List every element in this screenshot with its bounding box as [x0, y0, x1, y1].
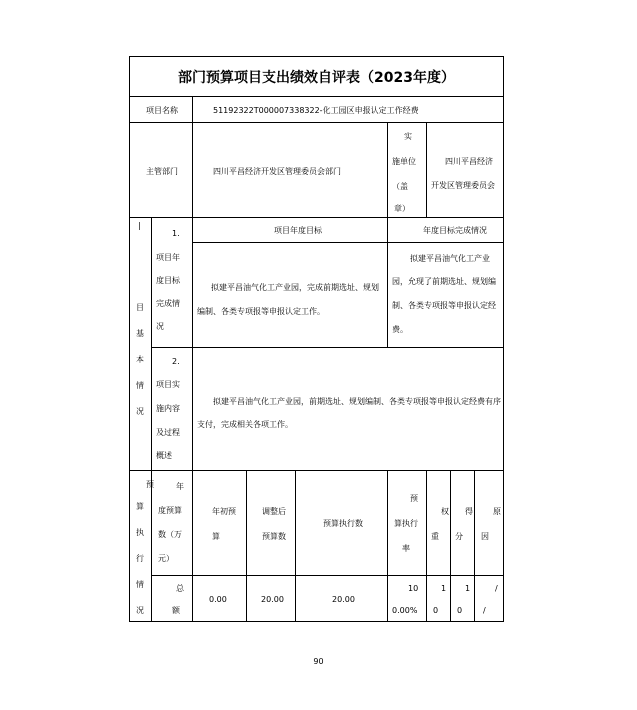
annual-goal-header-cell	[192, 217, 388, 243]
item1-label-2: 项目年	[156, 253, 180, 262]
adjusted-budget-header-1: 调整后	[262, 507, 286, 516]
adjusted-budget-header-2: 预算数	[262, 532, 286, 541]
item2-text-2: 支付，完成相关各项工作。	[197, 420, 293, 429]
annual-completion-header: 年度目标完成情况	[423, 226, 487, 235]
dept-value-cell	[192, 122, 388, 218]
initial-budget-header-2: 算	[212, 532, 220, 541]
basic-info-char-3: 本	[136, 355, 144, 364]
impl-unit-label-cell	[387, 122, 427, 218]
reason-header-cell	[474, 470, 504, 576]
total-initial-value: 0.00	[209, 595, 227, 604]
total-exec-cell	[295, 575, 388, 622]
item2-text-cell	[192, 347, 504, 471]
exec-rate-header-1: 预	[410, 494, 418, 503]
project-name-value: 51192322T000007338322-化工园区申报认定工作经费	[213, 106, 419, 115]
evaluation-table	[129, 56, 504, 622]
item2-label-1: 2.	[172, 357, 180, 366]
budget-exec-char-1: 预	[146, 480, 154, 489]
item2-label-3: 施内容	[156, 404, 180, 413]
completion-text-cell	[387, 242, 504, 348]
weight-header-cell	[426, 470, 451, 576]
project-name-value-cell	[192, 96, 504, 123]
total-rate-cell	[387, 575, 427, 622]
score-header-2: 分	[455, 532, 463, 541]
item2-label-4: 及过程	[156, 428, 180, 437]
impl-unit-label-2: 施单位	[392, 157, 416, 166]
total-exec-value: 20.00	[332, 595, 355, 604]
annual-budget-header-3: 数（万	[158, 530, 182, 539]
total-reason-cell	[474, 575, 504, 622]
initial-budget-header-cell	[192, 470, 247, 576]
basic-info-char-1: 目	[136, 303, 144, 312]
reason-header-1: 原	[493, 507, 501, 516]
exec-rate-header-3: 率	[402, 544, 410, 553]
project-name-label-cell	[129, 96, 193, 123]
score-header-1: 得	[465, 507, 473, 516]
budget-exec-char-2: 算	[136, 502, 144, 511]
impl-unit-value-cell	[426, 122, 504, 218]
item1-label-4: 完成情	[156, 299, 180, 308]
total-label-cell	[151, 575, 193, 622]
item2-label-2: 项目实	[156, 380, 180, 389]
total-adjusted-cell	[246, 575, 296, 622]
total-score-cell	[450, 575, 475, 622]
annual-goal-text-cell	[192, 242, 388, 348]
project-name-label: 项目名称	[146, 106, 178, 115]
annual-goal-text-2: 编制、各类专项报等申报认定工作。	[197, 307, 325, 316]
item1-label-3: 度目标	[156, 276, 180, 285]
initial-budget-header-1: 年初预	[212, 507, 236, 516]
total-label-1: 总	[176, 584, 184, 593]
budget-exec-label-cell	[129, 470, 152, 622]
exec-rate-header-2: 算执行	[394, 519, 418, 528]
impl-unit-label-1: 实	[404, 132, 412, 141]
impl-unit-value-2: 开发区管理委员会	[431, 181, 495, 190]
total-weight-cell	[426, 575, 451, 622]
exec-amount-header-cell	[295, 470, 388, 576]
annual-goal-text-1: 拟建平昌油气化工产业园，完成前期选址、规划	[211, 283, 379, 292]
annual-budget-header-1: 年	[176, 482, 184, 491]
annual-completion-header-cell	[387, 217, 504, 243]
completion-text-3: 制、各类专项报等申报认定经	[392, 301, 496, 310]
completion-text-4: 费。	[392, 325, 408, 334]
annual-budget-header-2: 度预算	[158, 506, 182, 515]
dept-value: 四川平昌经济开发区管理委员会部门	[213, 167, 341, 176]
total-initial-cell	[192, 575, 247, 622]
weight-header-1: 权	[441, 507, 449, 516]
item1-label-5: 况	[156, 322, 164, 331]
annual-budget-header-cell	[151, 470, 193, 576]
title-cell	[129, 56, 504, 97]
basic-info-char-2: 基	[136, 329, 144, 338]
total-score-2: 0	[457, 606, 463, 615]
total-rate-2: 0.00%	[392, 606, 418, 615]
dept-label-cell	[129, 122, 193, 218]
exec-amount-header: 预算执行数	[323, 519, 363, 528]
completion-text-2: 园，允现了前期选址、规划编	[392, 277, 496, 286]
dept-label: 主管部门	[146, 167, 178, 176]
basic-info-char-4: 情	[136, 381, 144, 390]
total-score-1: 1	[465, 584, 471, 593]
exec-rate-header-cell	[387, 470, 427, 576]
basic-info-char-5: 况	[136, 407, 144, 416]
item2-text-1: 拟建平昌油气化工产业园，前期选址、规划编制、各类专项报等申报认定经费有序	[213, 397, 501, 406]
total-adjusted-value: 20.00	[261, 595, 284, 604]
budget-exec-char-5: 情	[136, 580, 144, 589]
impl-unit-label-3: （盖	[392, 182, 408, 191]
total-reason-2: /	[483, 606, 486, 615]
budget-exec-char-6: 况	[136, 606, 144, 615]
budget-exec-char-3: 执	[136, 528, 144, 537]
total-weight-1: 1	[441, 584, 447, 593]
item2-label-5: 概述	[156, 451, 172, 460]
adjusted-budget-header-cell	[246, 470, 296, 576]
basic-info-label-cell	[129, 217, 152, 471]
annual-goal-header: 项目年度目标	[274, 226, 322, 235]
annual-budget-header-4: 元）	[158, 554, 174, 563]
total-label-2: 额	[172, 606, 180, 615]
budget-exec-char-4: 行	[136, 554, 144, 563]
item2-label-cell	[151, 347, 193, 471]
total-reason-1: /	[495, 584, 498, 593]
total-rate-1: 10	[408, 584, 419, 593]
impl-unit-label-4: 章）	[394, 204, 410, 213]
item1-label-cell	[151, 217, 193, 348]
completion-text-1: 拟建平昌油气化工产业	[410, 254, 490, 263]
basic-info-top-mark: |	[138, 221, 141, 230]
reason-header-2: 因	[481, 532, 489, 541]
table-title: 部门预算项目支出绩效自评表（2023年度）	[178, 70, 455, 86]
total-weight-2: 0	[433, 606, 439, 615]
impl-unit-value-1: 四川平昌经济	[445, 157, 493, 166]
item1-label-1: 1.	[172, 229, 180, 238]
page-number: 90	[313, 657, 324, 666]
weight-header-2: 重	[431, 532, 439, 541]
score-header-cell	[450, 470, 475, 576]
